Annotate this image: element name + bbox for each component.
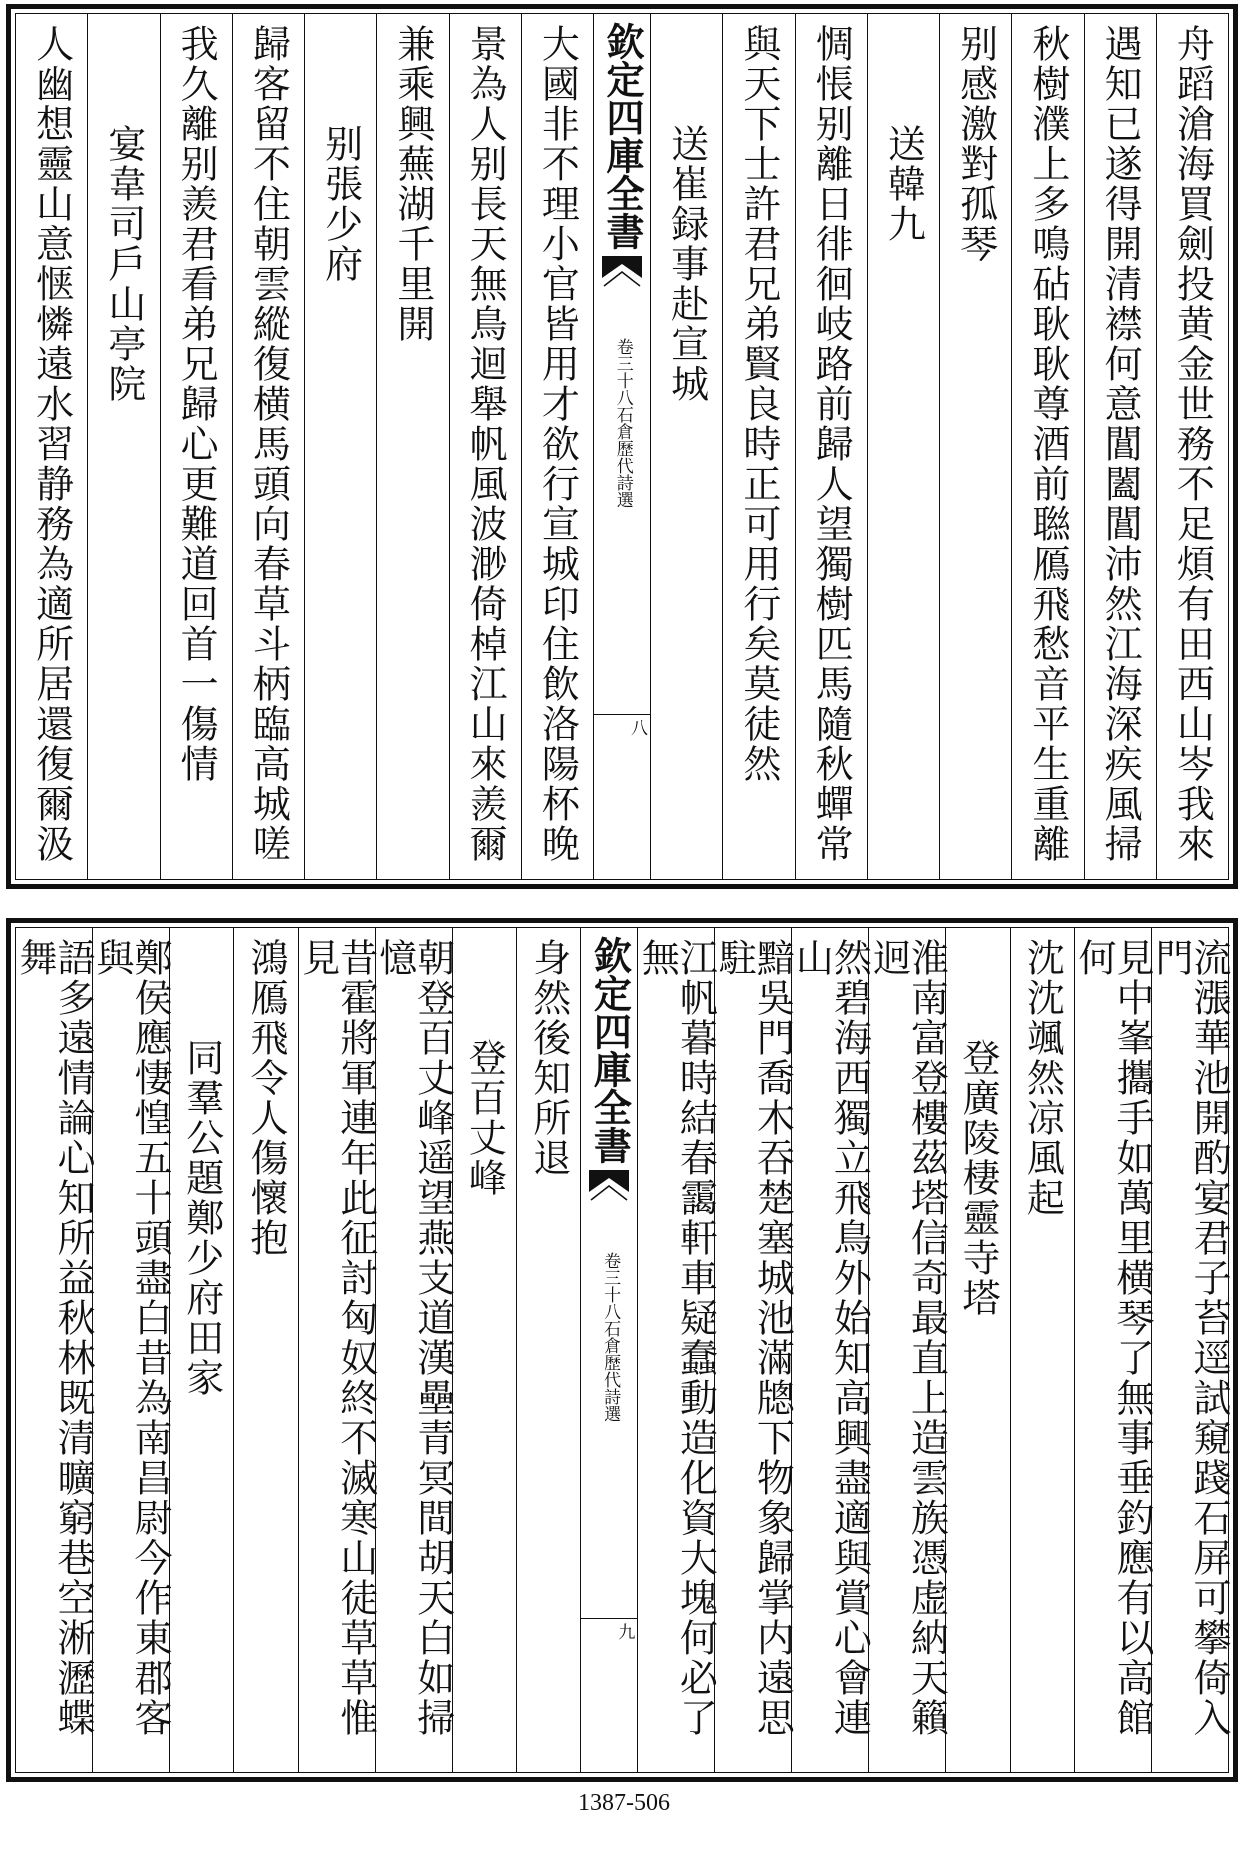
poem-title-column: 同羣公題鄭少府田家 bbox=[169, 928, 233, 1772]
volume-number: 卷三十八 bbox=[600, 1252, 621, 1320]
text-column: 然碧海西獨立飛鳥外始知高興盡適與賞心會連山 bbox=[791, 928, 868, 1772]
text-column: 遇知已遂得開清襟何意閶闔閶沛然江海深疾風掃 bbox=[1084, 14, 1156, 879]
page-reference: 1387-506 bbox=[578, 1790, 670, 1816]
poem-title-column: 别張少府 bbox=[304, 14, 376, 879]
text-column: 景為人别長天無鳥迴舉帆風波渺倚棹江山來羨爾 bbox=[449, 14, 521, 879]
text-column: 與天下士許君兄弟賢良時正可用行矣莫徒然 bbox=[722, 14, 794, 879]
text-column: 語多遠情論心知所益秋林既清曠窮巷空淅瀝蝶舞 bbox=[13, 938, 96, 1738]
bottom-page-columns bbox=[13, 928, 1231, 1772]
text-column: 昔霍將軍連年此征討匈奴終不滅寒山徒草草惟見 bbox=[298, 928, 375, 1772]
fish-tail-mark-icon bbox=[602, 256, 642, 300]
leaf-number: 八 bbox=[594, 714, 650, 736]
text-column: 沈沈颯然凉風起 bbox=[1010, 928, 1074, 1772]
bottom-page bbox=[6, 918, 1238, 1782]
top-page-columns bbox=[16, 14, 1228, 879]
source-title: 石倉歷代詩選 bbox=[612, 406, 633, 508]
top-page-frame bbox=[15, 13, 1229, 880]
bottom-page-frame bbox=[15, 927, 1229, 1773]
center-fold-column bbox=[580, 928, 637, 1772]
text-column: 見中峯攜手如萬里横琴了無事垂釣應有以高館何 bbox=[1074, 928, 1151, 1772]
center-source-info bbox=[600, 1252, 620, 1422]
fish-tail-mark-icon bbox=[589, 1170, 629, 1214]
source-title: 石倉歷代詩選 bbox=[600, 1320, 621, 1422]
text-column: 流漲華池開酌宴君子苔逕試窺踐石屏可攀倚入門 bbox=[1151, 928, 1228, 1772]
text-column: 舟蹈滄海買劍投黄金世務不足煩有田西山岑我來 bbox=[1156, 14, 1228, 879]
text-column: 鴻鴈飛令人傷懷抱 bbox=[233, 928, 297, 1772]
center-source-info bbox=[612, 338, 632, 508]
volume-number: 卷三十八 bbox=[612, 338, 633, 406]
text-column: 兼乘興蕪湖千里開 bbox=[376, 14, 448, 879]
text-column: 鄭侯應悽惶五十頭盡白昔為南昌尉今作東郡客與 bbox=[92, 928, 169, 1772]
top-page bbox=[6, 4, 1238, 889]
collection-title: 欽定四庫全書 bbox=[587, 936, 633, 1164]
text-column: 朝登百丈峰遥望燕支道漢壘青冥間胡天白如掃憶 bbox=[375, 928, 452, 1772]
poem-title-column: 送崔録事赴宣城 bbox=[650, 14, 722, 879]
poem-title-column: 登廣陵棲靈寺塔 bbox=[945, 928, 1009, 1772]
text-column: 秋樹濮上多鳴砧耿耿尊酒前聮鴈飛愁音平生重離 bbox=[1011, 14, 1083, 879]
poem-title-column: 宴韋司戶山亭院 bbox=[87, 14, 159, 879]
text-column: 淮南富登樓茲塔信奇最直上造雲族憑虚納天籟迥 bbox=[868, 928, 945, 1772]
text-column: 我久離别羨君看弟兄歸心更難道回首一傷情 bbox=[160, 14, 232, 879]
leaf-number: 九 bbox=[581, 1618, 637, 1640]
text-column: 歸客留不住朝雲縱復横馬頭向春草斗柄臨高城嗟 bbox=[232, 14, 304, 879]
poem-title-column: 登百丈峰 bbox=[452, 928, 516, 1772]
text-column: 人幽想靈山意惬憐遠水習静務為適所居還復爾汲 bbox=[29, 24, 74, 864]
text-column: 身然後知所退 bbox=[516, 928, 580, 1772]
poem-title-column: 送韓九 bbox=[867, 14, 939, 879]
text-column: 江帆暮時結春靄軒車疑蠢動造化資大塊何必了無 bbox=[637, 928, 714, 1772]
text-column: 别感激對孤琴 bbox=[939, 14, 1011, 879]
text-column: 大國非不理小官皆用才欲行宣城印住飲洛陽杯晚 bbox=[521, 14, 593, 879]
center-fold-column bbox=[593, 14, 650, 879]
collection-title: 欽定四庫全書 bbox=[600, 22, 645, 250]
text-column: 惆悵别離日徘徊岐路前歸人望獨樹匹馬隨秋蟬常 bbox=[795, 14, 867, 879]
text-column: 黯吳門喬木吞楚塞城池滿牕下物象歸掌内遠思駐 bbox=[714, 928, 791, 1772]
